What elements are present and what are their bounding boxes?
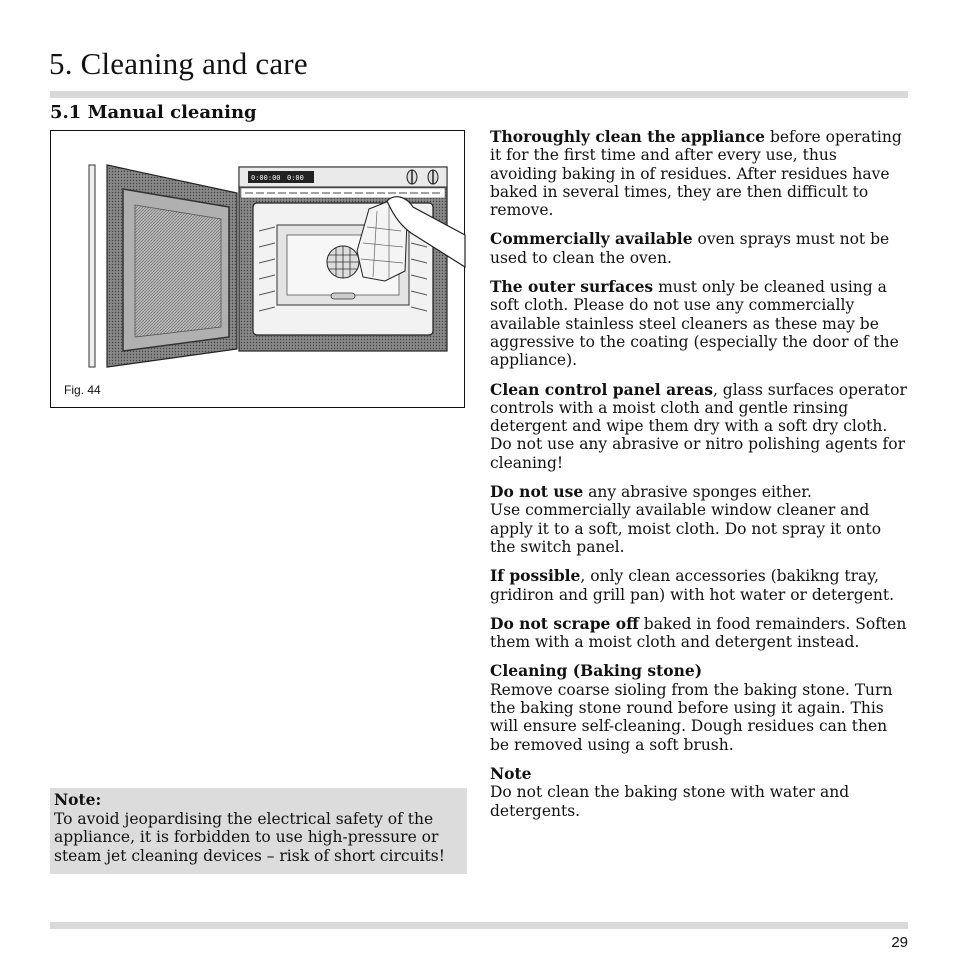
figure-44 (50, 130, 465, 408)
safety-note (50, 788, 467, 874)
paragraph: Thoroughly clean the appliance before operating it for the first time and after every use, thus avoiding baking in of residues. After residues have baked in several times, they are then difficult to remove. (490, 127, 902, 220)
note-heading: Note: (54, 790, 102, 809)
header-rule (50, 91, 908, 98)
paragraph: If possible, only clean accessories (bakikng tray, gridiron and grill pan) with hot water or detergent. (490, 566, 895, 604)
paragraph: Clean control panel areas, glass surfaces operator controls with a moist cloth and gentle rinsing detergent and wipe them dry with a soft dry cloth. Do not use any abrasive or nitro polishing agents for cleaning! (490, 379, 907, 472)
oven-display-left: 0:00:00 (251, 174, 281, 182)
note-text: To avoid jeopardising the electrical safety of the appliance, it is forbidden to use high-pressure or steam jet cleaning devices – risk of short circuits! (54, 809, 445, 865)
paragraph: Note Do not clean the baking stone with water and detergents. (490, 763, 850, 820)
paragraph: Commercially available oven sprays must not be used to clean the oven. (490, 229, 890, 267)
paragraph: The outer surfaces must only be cleaned using a soft cloth. Please do not use any commercially available stainless steel cleaners as these may be aggressive to the coating (especially the door of the appliance). (490, 277, 899, 370)
paragraph: Do not scrape off baked in food remainders. Soften them with a moist cloth and detergent instead. (490, 613, 907, 652)
paragraph: Do not use any abrasive sponges either. Use commercially available window cleaner and apply it to a soft, moist cloth. Do not spray it onto the switch panel. (490, 482, 882, 556)
chapter-title: 5. Cleaning and care (49, 46, 308, 81)
paragraph: Cleaning (Baking stone) Remove coarse sioling from the baking stone. Turn the baking stone round before using it again. This will ensure self-cleaning. Dough residues can then be removed using a soft brush. (490, 661, 893, 754)
page-number: 29 (891, 934, 908, 951)
footer-rule (50, 922, 908, 929)
section-title: 5.1 Manual cleaning (50, 102, 257, 123)
oven-cleaning-illustration (51, 131, 466, 409)
figure-caption: Fig. 44 (64, 383, 101, 397)
cleaning-instructions (490, 128, 908, 831)
oven-display-right: 0:00 (287, 174, 304, 182)
